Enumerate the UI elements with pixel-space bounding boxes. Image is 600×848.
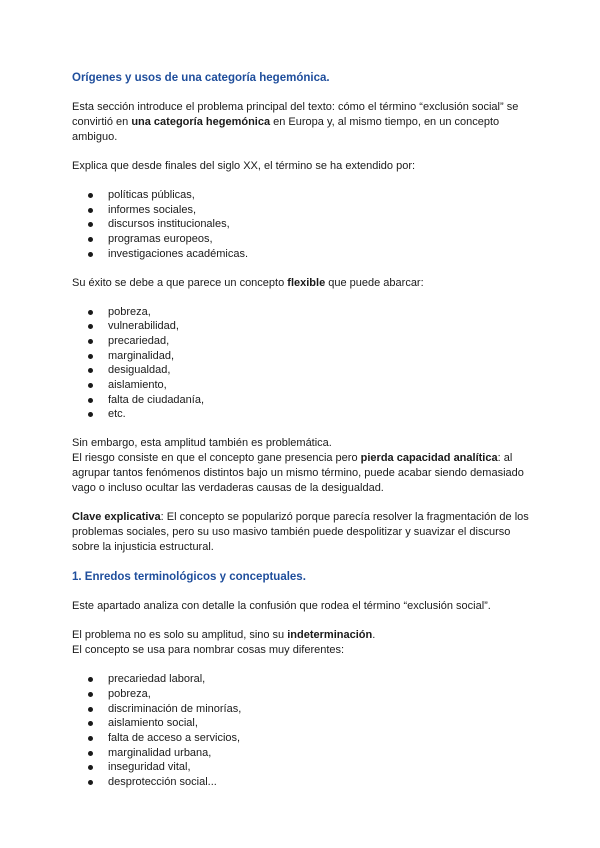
extended-list [72,188,532,262]
list-item: pobreza, [72,687,532,702]
list-item: etc. [72,407,532,422]
list-item: investigaciones académicas. [72,247,532,262]
success-text-bold: flexible [287,276,326,289]
problem-text-post: . [372,629,376,642]
section-heading-terminology: 1. Enredos terminológicos y conceptuales. [72,571,306,584]
success-text-post: que puede abarcar: [325,276,424,289]
list-item: aislamiento, [72,378,532,393]
list-item: pobreza, [72,305,532,320]
list-item: precariedad laboral, [72,672,532,687]
key-text-post: : El concepto se popularizó porque parecía resolver la fragmentación de los problemas sociales, pero su uso masivo también puede despolitizar y suavizar el discurso sobre la injusticia estructural. [72,511,529,554]
list-item: falta de ciudadanía, [72,393,532,408]
intro-text-bold: una categoría hegemónica [131,116,271,128]
list-item: desprotección social... [72,775,532,790]
section2-intro-paragraph: Este apartado analiza con detalle la confusión que rodea el término “exclusión social”. [72,600,491,613]
section-heading-origins: Orígenes y usos de una categoría hegemónica. [72,72,330,84]
things-list [72,672,532,790]
key-text-bold: Clave explicativa [72,511,161,524]
intro-text-pre: Esta sección introduce el problema principal del texto: cómo el término “exclusión social” se convirtió en [72,101,519,128]
list-item: aislamiento social, [72,716,532,731]
key-paragraph [72,510,532,555]
list-item: falta de acceso a servicios, [72,731,532,746]
list-item: precariedad, [72,334,532,349]
success-text-pre: Su éxito se debe a que parece un concepto [72,276,288,289]
problem-paragraph [72,628,532,643]
list-item: políticas públicas, [72,188,532,203]
list-item: marginalidad urbana, [72,746,532,761]
list-item: discursos institucionales, [72,217,532,232]
covers-list [72,305,532,423]
document-body [72,70,532,790]
list-item: programas europeos, [72,232,532,247]
list-item: vulnerabilidad, [72,319,532,334]
problem-text-bold: indeterminación [287,629,373,642]
however-paragraph: Sin embargo, esta amplitud también es problemática. [72,437,332,450]
intro-text-post: en Europa y, al mismo tiempo, en un concepto ambiguo. [72,116,500,143]
success-paragraph [72,276,532,291]
risk-text-pre: El riesgo consiste en que el concepto gane presencia pero [72,452,361,465]
used-for-paragraph: El concepto se usa para nombrar cosas muy diferentes: [72,644,345,657]
list-item: inseguridad vital, [72,760,532,775]
intro-paragraph [72,100,532,145]
risk-text-bold: pierda capacidad analítica [360,452,498,465]
list-item: discriminación de minorías, [72,702,532,717]
list-item: desigualdad, [72,363,532,378]
list-item: marginalidad, [72,349,532,364]
problem-text-pre: El problema no es solo su amplitud, sino su [72,629,288,642]
risk-paragraph [72,451,532,496]
list-item: informes sociales, [72,203,532,218]
explains-paragraph: Explica que desde finales del siglo XX, el término se ha extendido por: [72,160,416,172]
risk-text-post: : al agrupar tantos fenómenos distintos bajo un mismo término, puede acabar siendo demasiado vago o incluso ocultar las verdaderas causas de la desigualdad. [72,452,524,495]
